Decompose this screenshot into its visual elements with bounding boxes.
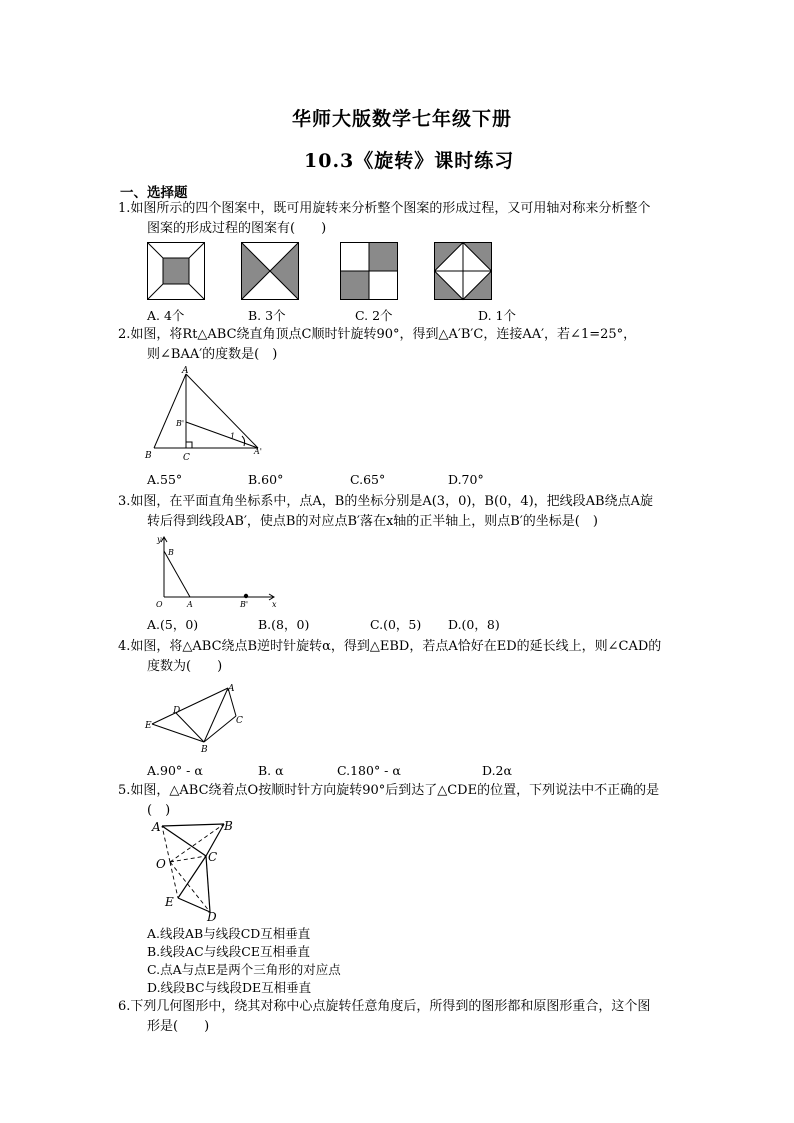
q1-figure-c — [340, 242, 398, 300]
q3-label-x: x — [272, 600, 277, 609]
q1-option-c: C. 2个 — [355, 308, 393, 323]
q5-option-d: D.线段BC与线段DE互相垂直 — [147, 980, 312, 995]
document-subtitle: 10.3《旋转》课时练习 — [304, 150, 515, 172]
q3-point-b-prime — [244, 594, 248, 598]
q5-label-a: A — [152, 820, 161, 834]
q3-option-b: B.(8，0) — [258, 617, 310, 632]
q5-option-a: A.线段AB与线段CD互相垂直 — [147, 926, 311, 941]
document-title: 华师大版数学七年级下册 — [292, 108, 513, 130]
q2-triangle-figure — [142, 366, 272, 466]
q4-label-a: A — [228, 684, 235, 694]
question-6-line-2: 形是( ) — [147, 1019, 210, 1034]
q1-figure-b — [241, 242, 299, 300]
q2-label-a-prime: A' — [254, 447, 262, 456]
question-3-line-1: 3.如图，在平面直角坐标系中，点A，B的坐标分别是A(3，0)，B(0，4)，把线段AB绕点A旋 — [118, 494, 653, 509]
q5-option-b: B.线段AC与线段CE互相垂直 — [147, 944, 310, 959]
q2-option-d: D.70° — [448, 472, 484, 487]
question-4-line-1: 4.如图，将△ABC绕点B逆时针旋转α，得到△EBD，若点A恰好在ED的延长线上，则∠CAD的 — [118, 639, 662, 654]
q3-coordinate-figure — [150, 533, 280, 608]
q2-label-a: A — [182, 366, 189, 376]
q4-label-e: E — [145, 721, 152, 731]
q3-option-d: D.(0，8) — [448, 617, 500, 632]
q3-label-b: B — [168, 548, 174, 557]
q2-label-angle-1: 1 — [230, 432, 236, 441]
q2-label-c: C — [183, 453, 190, 463]
q5-label-e: E — [165, 895, 174, 909]
question-5-line-2: ( ) — [147, 803, 171, 818]
q3-option-c: C.(0，5) — [370, 617, 422, 632]
q2-option-a: A.55° — [147, 472, 183, 487]
question-2-line-2: 则∠BAA′的度数是( ) — [147, 347, 278, 362]
q2-option-c: C.65° — [350, 472, 386, 487]
q1-option-a: A. 4个 — [147, 308, 185, 323]
q2-option-b: B.60° — [248, 472, 284, 487]
question-5-line-1: 5.如图，△ABC绕着点O按顺时针方向旋转90°后到达了△CDE的位置，下列说法中不正确的是 — [118, 783, 660, 798]
q4-option-c: C.180° - α — [337, 763, 401, 778]
q4-option-a: A.90° - α — [147, 763, 203, 778]
q1-option-d: D. 1个 — [478, 308, 516, 323]
q1-option-b: B. 3个 — [248, 308, 286, 323]
question-3-line-2: 转后得到线段AB′，使点B的对应点B′落在x轴的正半轴上，则点B′的坐标是( ) — [147, 514, 598, 529]
q3-label-y: y — [157, 535, 162, 544]
question-1-line-1: 1.如图所示的四个图案中，既可用旋转来分析整个图案的形成过程，又可用轴对称来分析整个 — [118, 201, 651, 216]
question-4-line-2: 度数为( ) — [147, 659, 223, 674]
question-6-line-1: 6.下列几何图形中，绕其对称中心点旋转任意角度后，所得到的图形都和原图形重合，这个图 — [118, 999, 651, 1014]
question-1-line-2: 图案的形成过程的图案有( ) — [147, 221, 327, 236]
q2-label-b-prime: B' — [176, 419, 185, 428]
q4-option-b: B. α — [258, 763, 284, 778]
q4-rotation-figure — [144, 678, 254, 756]
q4-label-d: D — [173, 706, 181, 716]
q5-label-c: C — [208, 850, 218, 864]
q5-rotation-figure — [150, 818, 240, 922]
section-heading: 一、选择题 — [120, 185, 188, 201]
q3-label-o: O — [156, 600, 163, 609]
q1-figure-a — [147, 242, 205, 300]
q1-figure-d — [434, 242, 492, 300]
q5-label-d: D — [207, 910, 217, 924]
q5-label-b: B — [224, 819, 233, 833]
q4-label-b: B — [201, 745, 208, 755]
q5-label-o: O — [156, 857, 166, 871]
q2-label-b: B — [145, 451, 152, 461]
q3-label-b-prime: B' — [240, 600, 249, 609]
q3-option-a: A.(5，0) — [147, 617, 199, 632]
q3-label-a: A — [187, 600, 193, 609]
q5-option-c: C.点A与点E是两个三角形的对应点 — [147, 962, 341, 977]
q4-label-c: C — [236, 716, 243, 726]
question-2-line-1: 2.如图，将Rt△ABC绕直角顶点C顺时针旋转90°，得到△A′B′C，连接AA′，若∠1=25°， — [118, 327, 637, 342]
q4-option-d: D.2α — [482, 763, 512, 778]
